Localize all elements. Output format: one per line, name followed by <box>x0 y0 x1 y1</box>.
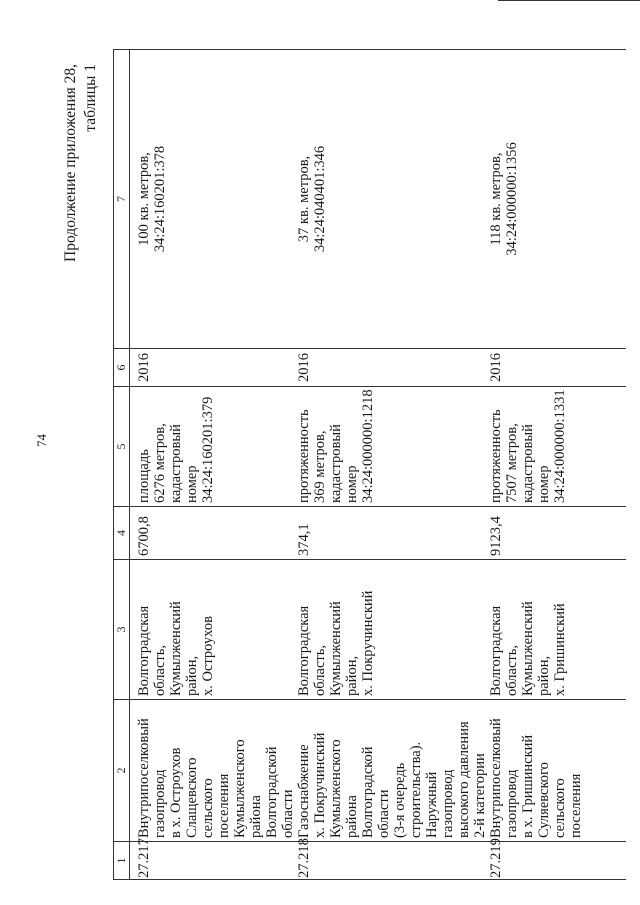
table-row <box>130 50 297 880</box>
object-value: 374,1 <box>296 507 488 560</box>
object-value: 9123,4 <box>488 507 626 560</box>
caption-line-2: таблицы 1 <box>82 64 99 132</box>
caption-line-1: Продолжение приложения 28, <box>62 64 79 262</box>
column-header: 2 <box>114 700 130 842</box>
data-table <box>113 49 626 880</box>
row-number: 27.218 <box>296 842 488 880</box>
object-address: Волгоградская область, Кумылженский район, х. Остроухов <box>130 560 297 700</box>
object-note: 100 кв. метров, 34:24:160201:378 <box>130 50 297 349</box>
column-header: 7 <box>114 50 130 349</box>
column-header: 5 <box>114 387 130 507</box>
column-header: 3 <box>114 560 130 700</box>
object-name: Внутрипоселковый газопровод в х. Гришинский Суляевского сельского поселения <box>488 700 626 842</box>
object-description: протяженность 369 метров, кадастровый номер 34:24:000000:1218 <box>296 387 488 507</box>
table-row <box>296 50 488 880</box>
object-name: Внутрипоселковый газопровод в х. Остроухов Слащевского сельского поселения Кумылженского района Волгоградской области <box>130 700 297 842</box>
column-header: 6 <box>114 349 130 387</box>
table-row <box>488 50 626 880</box>
rotated-page-content <box>62 50 584 880</box>
object-address: Волгоградская область, Кумылженский район, х. Гришинский <box>488 560 626 700</box>
object-description: площадь 6276 метров, кадастровый номер 34:24:160201:379 <box>130 387 297 507</box>
column-header: 4 <box>114 507 130 560</box>
object-description: протяженность 7507 метров, кадастровый номер 34:24:000000:1331 <box>488 387 626 507</box>
row-number: 27.219 <box>488 842 626 880</box>
row-number: 27.217 <box>130 842 297 880</box>
top-edge-line <box>498 0 640 1</box>
page-number: 74 <box>34 434 49 447</box>
object-note: 37 кв. метров, 34:24:040401:346 <box>296 50 488 349</box>
object-address: Волгоградская область, Кумылженский район, х. Покручинский <box>296 560 488 700</box>
header-row <box>114 50 130 880</box>
object-year: 2016 <box>296 349 488 387</box>
object-value: 6700,8 <box>130 507 297 560</box>
object-note: 118 кв. метров, 34:24:000000:1356 <box>488 50 626 349</box>
table-caption <box>61 64 101 262</box>
object-name: Газоснабжение х. Покручинский Кумылженского района Волгоградской области (3-я очередь строительства). Наружный газопровод высокого давления 2-й категории <box>296 700 488 842</box>
object-year: 2016 <box>488 349 626 387</box>
column-header: 1 <box>114 842 130 880</box>
object-year: 2016 <box>130 349 297 387</box>
